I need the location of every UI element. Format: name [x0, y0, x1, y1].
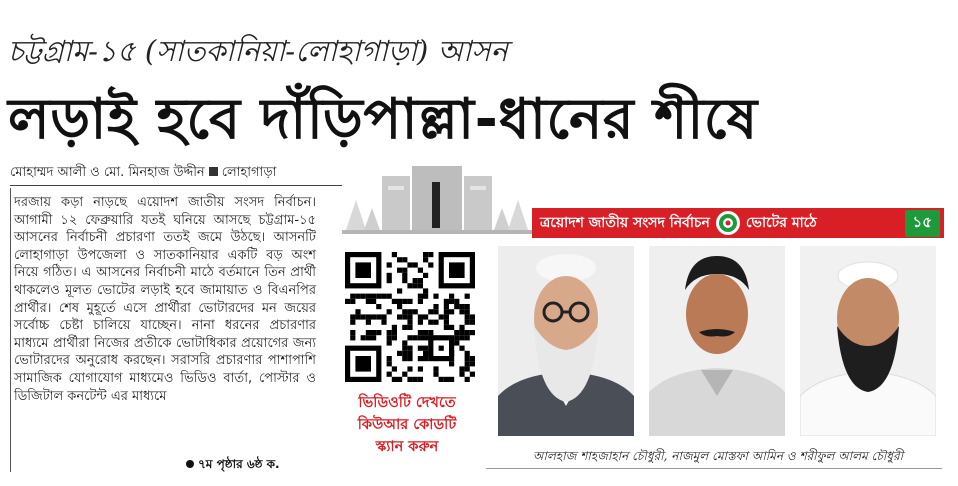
- byline: [10, 164, 340, 182]
- caption-divider: [486, 468, 942, 469]
- qr-caption-line: স্ক্যান করুন: [375, 439, 439, 455]
- square-bullet-icon: [209, 167, 218, 176]
- qr-code[interactable]: [345, 252, 475, 386]
- candidate-photo-2: [649, 246, 785, 436]
- bullet-icon: [186, 460, 194, 468]
- article-kicker: চট্টগ্রাম-১৫ (সাতকানিয়া-লোহাগাড়া) আসন: [8, 34, 508, 68]
- article-headline: লড়াই হবে দাঁড়িপাল্লা-ধানের শীষে: [8, 87, 758, 152]
- parliament-building-illustration: [342, 160, 532, 244]
- election-commission-emblem-icon: [716, 211, 740, 235]
- qr-caption: [345, 392, 469, 458]
- parliament-building-icon: [342, 160, 532, 240]
- photo-caption: আলহাজ শাহজাহান চৌধুরী, নাজমুল মোস্তফা আমিন ও শরীফুল আলম চৌধুরী: [532, 449, 904, 463]
- candidate-photo-1: [498, 246, 634, 436]
- banner-number: ১৫: [905, 210, 940, 237]
- qr-caption-line: কিউআর কোডটি: [357, 417, 457, 433]
- column-divider: [10, 188, 11, 472]
- byline-authors: মোহাম্মদ আলী ও মো. মিনহাজ উদ্দীন: [10, 165, 205, 180]
- continuation-note: [186, 456, 326, 476]
- byline-location: লোহাগাড়া: [221, 165, 277, 180]
- article-body: দরজায় কড়া নাড়ছে এয়োদশ জাতীয় সংসদ নির্বাচন। আগামী ১২ ফেব্রুয়ারি যতই ঘনিয়ে আসছে চট্টগ্রাম-১৫ আসনের নির্বাচনী প্রচারণা ততই জমে উঠছে। আসনটি লোহাগাড়া উপজেলা ও সাতকানিয়ার একটি বড় অংশ নিয়ে গঠিত। এ আসনের নির্বাচনী মাঠে বর্তমানে তিন প্রার্থী থাকলেও মূলত ভোটের লড়াই হবে জামায়াত ও বিএনপির প্রার্থীর। শেষ মুহূর্তে এসে প্রার্থীরা ভোটারদের মন জয়ের সর্বোচ্চ চেষ্টা চালিয়ে যাচ্ছেন। নানা ধরনের প্রচারণার মাধ্যমে প্রার্থীরা নিজের প্রতীকে ভোটাধিকার প্রয়োগের জন্য ভোটারদের অনুরোধ করছেন। সরাসরি প্রচারণার পাশাপাশি সামাজিক যোগাযোগ মাধ্যমেও ভিডিও বার্তা, পোস্টার ও ডিজিটাল কনটেন্ট এর মাধ্যমে: [14, 195, 316, 404]
- qr-code-icon: [345, 252, 475, 382]
- byline-divider: [10, 185, 342, 186]
- banner-title: ত্রয়োদশ জাতীয় সংসদ নির্বাচন: [540, 215, 710, 231]
- election-banner: [532, 208, 944, 238]
- qr-caption-line: ভিডিওটি দেখতে: [358, 395, 456, 411]
- banner-series: ভোটের মাঠে: [745, 215, 817, 231]
- continuation-text: ৭ম পৃষ্ঠার ৬ষ্ঠ ক.: [198, 457, 280, 471]
- candidate-photo-3: [800, 246, 936, 436]
